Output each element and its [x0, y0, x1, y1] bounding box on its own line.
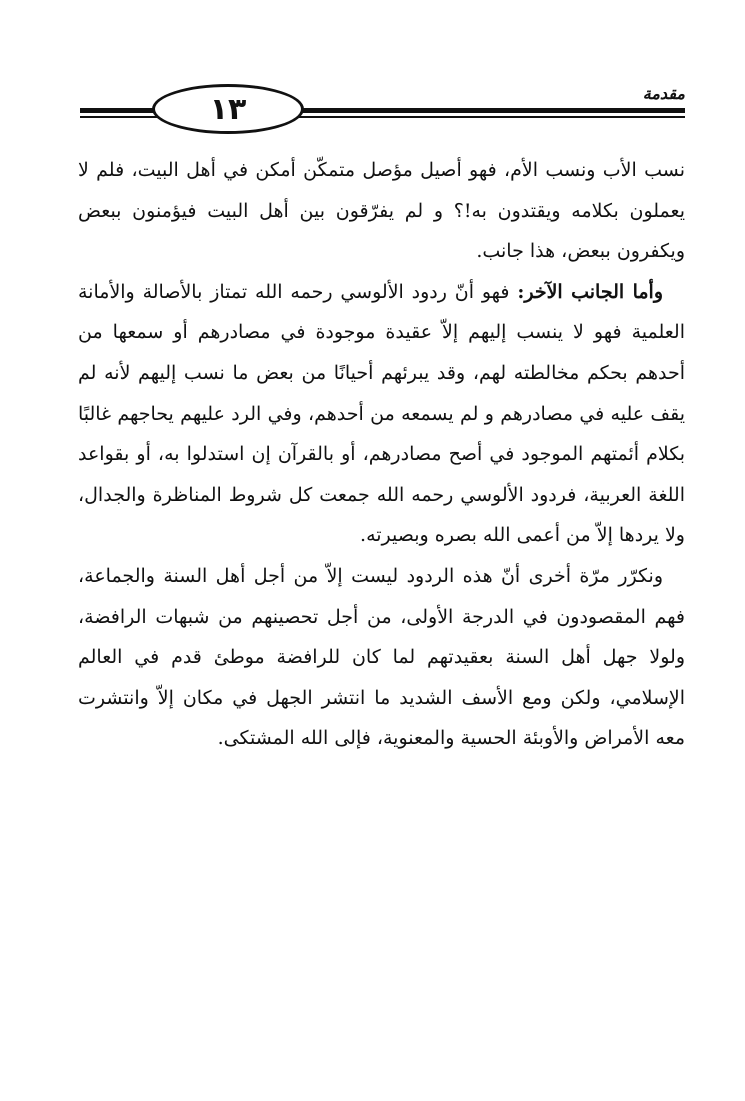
paragraph-2-text: فهو أنّ ردود الألوسي رحمه الله تمتاز بالأصالة والأمانة العلمية فهو لا ينسب إليهم إلاّ عقيدة موجودة في مصادرهم أو سمعها من أحدهم بحكم مخالطته لهم، وقد يبرئهم أحيانًا من بعض ما نسب إليهم لأنه لم يقف عليه في مصادرهم و لم يسمعه من أحدهم، وفي الرد عليهم يحاجهم غالبًا بكلام أئمتهم الموجود في أصح مصادرهم، أو بالقرآن إن استدلوا به، أو بقواعد اللغة العربية، فردود الألوسي رحمه الله جمعت كل شروط المناظرة والجدال، ولا يردها إلاّ من أعمى الله بصره وبصيرته.	[78, 280, 685, 547]
paragraph-1-text: نسب الأب ونسب الأم، فهو أصيل مؤصل متمكّن أمكن في أهل البيت، فلم لا يعملون بكلامه ويقتدون به!؟ و لم يفرّقون بين أهل البيت فيؤمنون ببعض ويكفرون ببعض، هذا جانب.	[78, 159, 685, 263]
paragraph-3-text: ونكرّر مرّة أخرى أنّ هذه الردود ليست إلاّ من أجل أهل السنة والجماعة، فهم المقصودون في الدرجة الأولى، من أجل تحصينهم من شبهات الرافضة، ولولا جهل أهل السنة بعقيدتهم لما كان للرافضة موطئ قدم في العالم الإسلامي، ولكن ومع الأسف الشديد ما انتشر الجهل في مكان إلاّ وانتشرت معه الأمراض والأوبئة الحسية والمعنوية، فإلى الله المشتكى.	[78, 564, 685, 750]
body-text	[78, 150, 685, 759]
paragraph-2	[78, 272, 685, 556]
paragraph-3	[78, 556, 685, 759]
page-header	[80, 78, 685, 138]
paragraph-2-lead: وأما الجانب الآخر:	[517, 280, 663, 303]
paragraph-1	[78, 150, 685, 272]
running-title: مقدمة	[642, 84, 685, 103]
page-number: ١٣	[152, 84, 304, 134]
